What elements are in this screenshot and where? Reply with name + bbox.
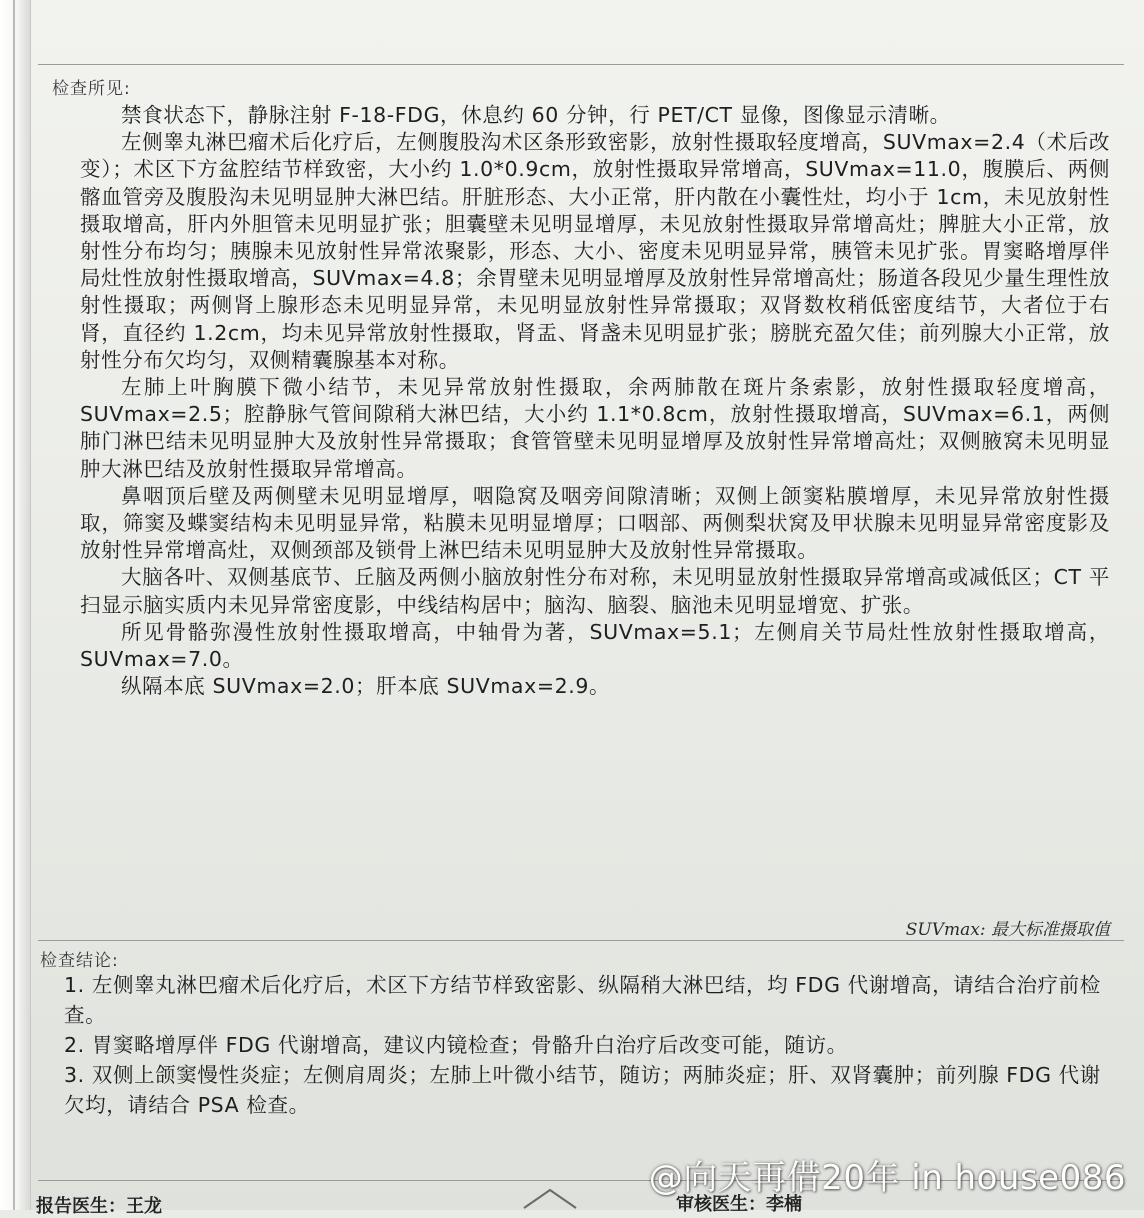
findings-paragraph: 大脑各叶、双侧基底节、丘脑及两侧小脑放射性分布对称，未见明显放射性摄取异常增高或减低区；CT 平扫显示脑实质内未见异常密度影，中线结构居中；脑沟、脑裂、脑池未见明显增宽、扩张。 bbox=[80, 565, 1110, 617]
findings-paragraph: 所见骨骼弥漫性放射性摄取增高，中轴骨为著，SUVmax=5.1；左侧肩关节局灶性放射性摄取增高，SUVmax=7.0。 bbox=[80, 619, 1110, 672]
findings-body bbox=[80, 102, 1110, 700]
watermark: @向天再借20年 in house086 bbox=[648, 1158, 1126, 1198]
findings-paragraph: 禁食状态下，静脉注射 F-18-FDG，休息约 60 分钟，行 PET/CT 显像，图像显示清晰。 bbox=[121, 103, 951, 127]
report-doctor: 报告医生：王龙 bbox=[36, 1196, 162, 1217]
conclusions-label: 检查结论: bbox=[40, 951, 119, 971]
conclusion-item: 3. 双侧上颌窦慢性炎症；左侧肩周炎；左肺上叶微小结节，随访；两肺炎症；肝、双肾囊肿；前列腺 FDG 代谢欠均，请结合 PSA 检查。 bbox=[64, 1063, 1101, 1117]
findings-paragraph: 左侧睾丸淋巴瘤术后化疗后，左侧腹股沟术区条形致密影，放射性摄取轻度增高，SUVmax=2.4（术后改变）；术区下方盆腔结节样致密，大小约 1.0*0.9cm，放射性摄取异常增高，SUVmax=11.0，腹膜后、两侧髂血管旁及腹股沟未见明显肿大淋巴结。肝脏形态、大小正常，肝内散在小囊性灶，均小于 1cm，未见放射性摄取增高，肝内外胆管未见明显扩张；胆囊壁未见明显增厚，未见放射性摄取异常增高灶；脾脏大小正常，放射性分布均匀；胰腺未见放射性异常浓聚影，形态、大小、密度未见明显异常，胰管未见扩张。胃窦略增厚伴局灶性放射性摄取增高，SUVmax=4.8；余胃壁未见明显增厚及放射性异常增高灶；肠道各段见少量生理性放射性摄取；两侧肾上腺形态未见明显异常，未见明显放射性异常摄取；双肾数枚稍低密度结节，大者位于右肾，直径约 1.2cm，均未见异常放射性摄取，肾盂、肾盏未见明显扩张；膀胱充盈欠佳；前列腺大小正常，放射性分布欠均匀，双侧精囊腺基本对称。 bbox=[80, 130, 1110, 372]
conclusions-body bbox=[64, 970, 1110, 1120]
findings-paragraph: 纵隔本底 SUVmax=2.0；肝本底 SUVmax=2.9。 bbox=[121, 674, 611, 699]
top-divider bbox=[38, 64, 1124, 65]
suvmax-note: SUVmax: 最大标准摄取值 bbox=[905, 920, 1110, 940]
middle-divider bbox=[38, 940, 1124, 941]
conclusion-item: 1. 左侧睾丸淋巴瘤术后化疗后，术区下方结节样致密影、纵隔稍大淋巴结，均 FDG 代谢增高，请结合治疗前检查。 bbox=[64, 973, 1101, 1027]
binding-line bbox=[13, 0, 15, 1210]
findings-paragraph: 鼻咽顶后壁及两侧壁未见明显增厚，咽隐窝及咽旁间隙清晰；双侧上颌窦粘膜增厚，未见异常放射性摄取，筛窦及蝶窦结构未见明显异常，粘膜未见明显增厚；口咽部、两侧梨状窝及甲状腺未见明显异常密度影及放射性异常增高灶，双侧颈部及锁骨上淋巴结未见明显肿大及放射性异常摄取。 bbox=[80, 483, 1110, 563]
binding-edge bbox=[0, 0, 31, 1210]
review-doctor: 审核医生：李楠 bbox=[676, 1194, 802, 1215]
findings-label: 检查所见: bbox=[52, 79, 131, 99]
chevron-up-icon bbox=[520, 1186, 580, 1210]
findings-paragraph: 左肺上叶胸膜下微小结节，未见异常放射性摄取，余两肺散在斑片条索影，放射性摄取轻度增高，SUVmax=2.5；腔静脉气管间隙稍大淋巴结，大小约 1.1*0.8cm，放射性摄取增高，SUVmax=6.1，两侧肺门淋巴结未见明显肿大及放射性异常摄取；食管管壁未见明显增厚及放射性异常增高灶；双侧腋窝未见明显肿大淋巴结及放射性摄取异常增高。 bbox=[80, 375, 1110, 481]
conclusion-item: 2. 胃窦略增厚伴 FDG 代谢增高，建议内镜检查；骨骼升白治疗后改变可能，随访。 bbox=[64, 1033, 848, 1057]
